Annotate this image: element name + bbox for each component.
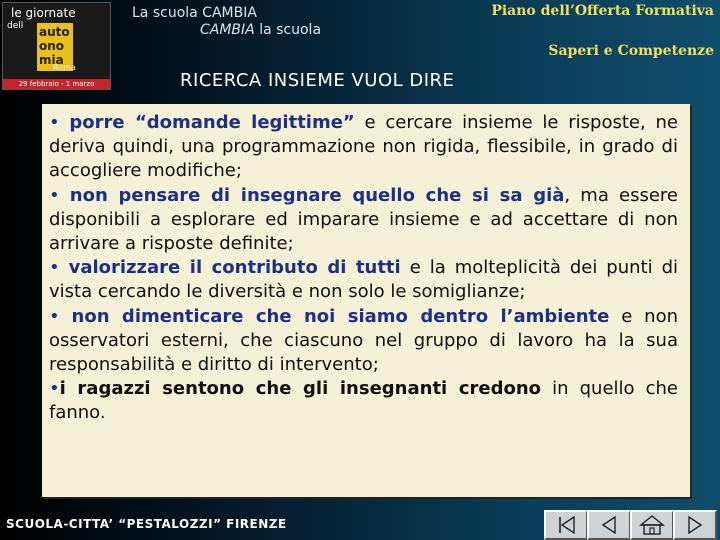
first-slide-button[interactable] <box>544 510 588 540</box>
event-logo <box>2 2 111 90</box>
school-line-1: La scuola CAMBIA <box>132 5 257 21</box>
logo-dates: 29 febbraio - 1 marzo <box>3 79 110 89</box>
bullet-item <box>49 377 678 425</box>
bullet-marker: • <box>49 257 60 279</box>
content-box <box>42 104 690 497</box>
bullet-emphasis: i ragazzi sentono che gli insegnanti credono <box>59 378 542 400</box>
previous-slide-icon <box>589 512 629 538</box>
bullet-emphasis: non dimenticare che noi siamo dentro l’ambiente <box>71 305 610 327</box>
logo-line1: le giornate <box>11 6 76 20</box>
first-slide-icon <box>546 512 586 538</box>
slide-title: RICERCA INSIEME VUOL DIRE <box>180 70 455 91</box>
bullet-text: in quello che fanno. <box>49 378 678 424</box>
saperi-heading: Saperi e Competenze <box>548 43 714 59</box>
home-button[interactable] <box>630 510 674 540</box>
bullet-text: , ma essere disponibili a esplorare ed imparare insieme e ad accettare di non arrivare a risposte definite; <box>49 184 679 255</box>
logo-ono-text: ono <box>39 39 65 53</box>
logo-line2: dell <box>7 21 24 31</box>
bullet-emphasis: porre “domande legittime” <box>69 112 355 133</box>
bullet-item <box>49 111 678 184</box>
pof-heading: Piano dell’Offerta Formativa <box>491 3 714 19</box>
home-icon <box>632 512 672 538</box>
next-slide-icon <box>675 512 715 538</box>
bullet-item <box>49 305 678 378</box>
next-slide-button[interactable] <box>673 510 717 540</box>
bullet-marker: • <box>49 305 60 327</box>
school-line-2-em: CAMBIA <box>200 22 255 38</box>
logo-city: Roma <box>53 63 76 72</box>
footer-school-name: SCUOLA-CITTA’ “PESTALOZZI” FIRENZE <box>6 517 287 531</box>
bullet-text: e non osservatori esterni, che ciascuno nel gruppo di lavoro ha la sua responsabilità e diritto di intervento; <box>49 305 678 376</box>
bullet-marker: • <box>49 184 60 206</box>
previous-slide-button[interactable] <box>587 510 631 540</box>
bullet-emphasis: non pensare di insegnare quello che si sa già <box>69 184 565 206</box>
bullet-marker: • <box>49 378 60 400</box>
bullet-text: e la molteplicità dei punti di vista cercando le diversità e non solo le somiglianze; <box>49 257 679 303</box>
logo-auto-text: auto <box>39 25 70 39</box>
logo-mia-text: mia <box>39 53 64 67</box>
bullet-item <box>49 256 678 304</box>
school-line-2-rest: la scuola <box>254 22 322 38</box>
bullet-text: e cercare insieme le risposte, ne deriva quindi, una programmazione non rigida, flessibile, in grado di accogliere modifiche; <box>49 112 678 182</box>
bullet-item <box>49 184 678 257</box>
school-line-2 <box>200 22 321 38</box>
bullet-marker: • <box>49 112 60 133</box>
bullet-emphasis: valorizzare il contributo di tutti <box>68 257 401 279</box>
